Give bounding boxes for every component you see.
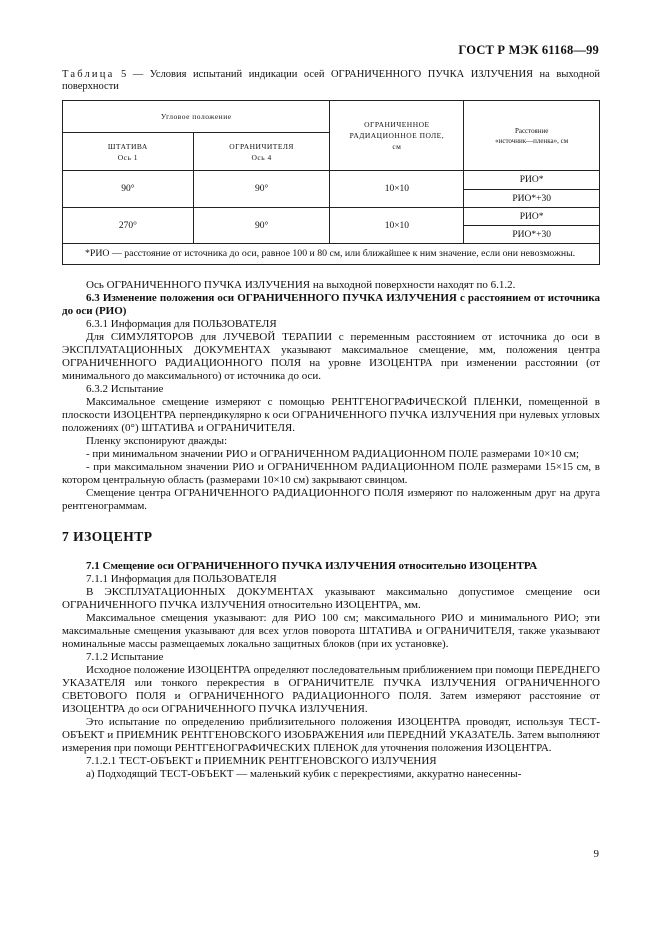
paragraph: 6.3.2 Испытание <box>86 383 164 395</box>
cell-field: 10×10 <box>330 171 464 208</box>
table-row <box>63 208 600 226</box>
cell-distance: РИО* <box>464 208 600 226</box>
head-limiter-axis: Ось 4 <box>251 152 272 162</box>
document-body <box>62 279 600 781</box>
table-caption-text: 5 — Условия испытаний индикации осей ОГРАНИЧЕННОГО ПУЧКА ИЗЛУЧЕНИЯ на выходной поверхности <box>62 69 600 92</box>
head-distance-line1: Расстояние <box>514 126 549 135</box>
cell-distance: РИО* <box>464 171 600 190</box>
head-stand-name: ШТАТИВА <box>107 141 148 151</box>
head-field-line2: РАДИАЦИОННОЕ ПОЛЕ, <box>349 131 445 140</box>
head-field-line1: ОГРАНИЧЕННОЕ <box>364 120 430 129</box>
head-limiter <box>193 133 330 171</box>
head-limiter-name: ОГРАНИЧИТЕЛЯ <box>229 141 294 151</box>
cell-limiter: 90° <box>193 171 330 208</box>
paragraph: Максимальное смещение измеряют с помощью РЕНТГЕНОГРАФИЧЕСКОЙ ПЛЕНКИ, помещенной в плоскости ИЗОЦЕНТРА перпендикулярно к оси ОГРАНИЧЕННОГО ПУЧКА ИЗЛУЧЕНИЯ при нулевых угловых положениях (0°) ШТАТИВА и ОГРАНИЧИТЕЛЯ. <box>62 396 600 434</box>
paragraph: 6.3.1 Информация для ПОЛЬЗОВАТЕЛЯ <box>86 318 277 330</box>
head-angle: Угловое положение <box>63 101 330 133</box>
head-stand-axis: Ось 1 <box>117 152 138 162</box>
cell-distance: РИО*+30 <box>464 226 600 244</box>
page-number: 9 <box>593 848 599 860</box>
cell-distance: РИО*+30 <box>464 190 600 208</box>
cell-stand: 90° <box>63 171 194 208</box>
section-heading-7-1: 7.1 Смещение оси ОГРАНИЧЕННОГО ПУЧКА ИЗЛУЧЕНИЯ относительно ИЗОЦЕНТРА <box>86 560 538 572</box>
table-row <box>63 171 600 190</box>
table-caption <box>62 69 600 93</box>
head-field-unit: см <box>392 142 402 151</box>
conditions-table <box>62 100 600 265</box>
paragraph: 7.1.1 Информация для ПОЛЬЗОВАТЕЛЯ <box>86 573 277 585</box>
paragraph: В ЭКСПЛУАТАЦИОННЫХ ДОКУМЕНТАХ указывают максимально допустимое смещение оси ОГРАНИЧЕННОГО ПУЧКА ИЗЛУЧЕНИЯ относительно ИЗОЦЕНТРА, мм. <box>62 586 600 611</box>
paragraph: Смещение центра ОГРАНИЧЕННОГО РАДИАЦИОННОГО ПОЛЯ измеряют по наложенным друг на друга рентгенограммам. <box>62 487 600 512</box>
paragraph: - при максимальном значении РИО и ОГРАНИЧЕННОМ РАДИАЦИОННОМ ПОЛЕ размерами 15×15 см, в котором центральную область (размерами 10×10 см) закрывают свинцом. <box>62 461 600 486</box>
head-distance-line2: «источник—пленка», см <box>495 136 569 145</box>
paragraph: Для СИМУЛЯТОРОВ для ЛУЧЕВОЙ ТЕРАПИИ с переменным расстоянием от источника до оси в ЭКСПЛУАТАЦИОННЫХ ДОКУМЕНТАХ указывают максимальное смещение, мм, положения центра ОГРАНИЧЕННОГО РАДИАЦИОННОГО ПОЛЯ на уровне ИЗОЦЕНТРА при изменении расстоянии (от минимального до максимального) от источника до оси. <box>62 331 600 382</box>
head-distance <box>464 101 600 171</box>
paragraph: 7.1.2 Испытание <box>86 651 164 663</box>
document-header: ГОСТ Р МЭК 61168—99 <box>458 43 599 57</box>
paragraph: 7.1.2.1 ТЕСТ-ОБЪЕКТ и ПРИЕМНИК РЕНТГЕНОВСКОГО ИЗЛУЧЕНИЯ <box>86 755 437 767</box>
paragraph: а) Подходящий ТЕСТ-ОБЪЕКТ — маленький кубик с перекрестиями, аккуратно нанесенны- <box>86 768 522 780</box>
cell-field: 10×10 <box>330 208 464 244</box>
table-footnote: *РИО — расстояние от источника до оси, равное 100 и 80 см, или ближайшее к ним значение, если они невозможны. <box>63 244 600 265</box>
paragraph: Исходное положение ИЗОЦЕНТРА определяют последовательным приближением при помощи ПЕРЕДНЕГО УКАЗАТЕЛЯ или тонкого перекрестия в ОГРАНИЧИТЕЛЕ ПУЧКА ИЗЛУЧЕНИЯ ОГРАНИЧЕННОГО СВЕТОВОГО ПОЛЯ и ОГРАНИЧЕННОГО РАДИАЦИОННОГО ПОЛЯ. Затем измеряют расстояние от ИЗОЦЕНТРА до оси ОГРАНИЧЕННОГО ПУЧКА ИЗЛУЧЕНИЯ. <box>62 664 600 715</box>
cell-limiter: 90° <box>193 208 330 244</box>
table-caption-label: Таблица <box>62 69 115 80</box>
paragraph: Ось ОГРАНИЧЕННОГО ПУЧКА ИЗЛУЧЕНИЯ на выходной поверхности находят по 6.1.2. <box>86 279 516 291</box>
cell-stand: 270° <box>63 208 194 244</box>
paragraph: Это испытание по определению приблизительного положения ИЗОЦЕНТРА проводят, используя ТЕСТ-ОБЪЕКТ и ПРИЕМНИК РЕНТГЕНОВСКОГО ИЗОБРАЖЕНИЯ или ПЕРЕДНИЙ УКАЗАТЕЛЬ. Затем выполняют измерения при помощи РЕНТГЕНОГРАФИЧЕСКИХ ПЛЕНОК для уточнения положения ИЗОЦЕНТРА. <box>62 716 600 754</box>
section-heading-7: 7 ИЗОЦЕНТР <box>62 529 153 544</box>
head-field <box>330 101 464 171</box>
paragraph: Пленку экспонируют дважды: <box>86 435 228 447</box>
paragraph: Максимальное смещения указывают: для РИО 100 см; максимального РИО и минимального РИО; эти максимальные смещения указывают для всех углов поворота ШТАТИВА и ОГРАНИЧИТЕЛЯ, также указывают номинальные массы размещаемых локально защитных блоков (при их установке). <box>62 612 600 650</box>
section-heading-6-3: 6.3 Изменение положения оси ОГРАНИЧЕННОГО ПУЧКА ИЗЛУЧЕНИЯ с расстоянием от источника до оси (РИО) <box>62 292 600 317</box>
paragraph: - при минимальном значении РИО и ОГРАНИЧЕННОМ РАДИАЦИОННОМ ПОЛЕ размерами 10×10 см; <box>86 448 580 460</box>
head-stand <box>63 133 194 171</box>
